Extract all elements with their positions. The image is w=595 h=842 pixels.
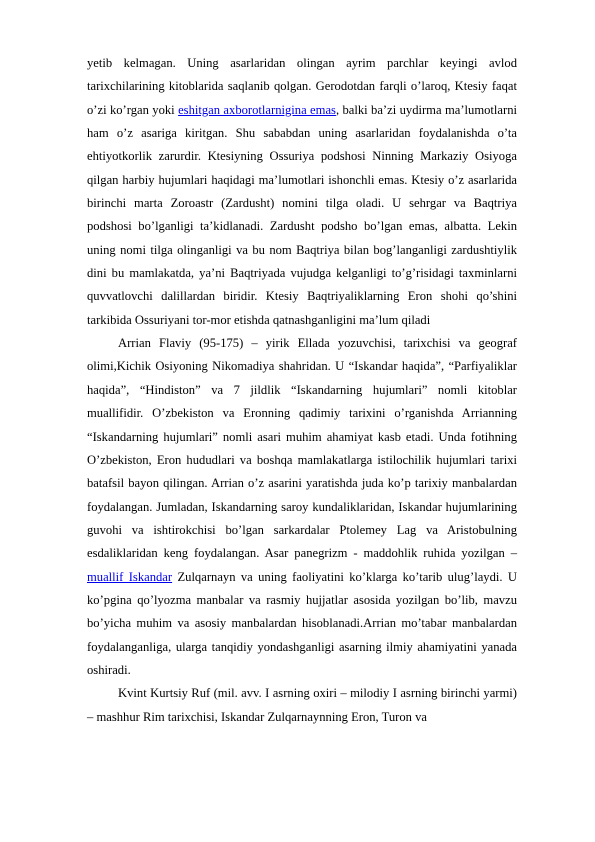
paragraph-text: yetib kelmagan. Uning asarlaridan olingan ayrim parchlar keyingi avlod tarixchilarining kitoblarida saqlanib qolgan. Gerodotdan farqli o’laroq, Ktesiy faqat o’zi ko’rgan yoki (87, 56, 517, 117)
paragraph-text: , balki ba’zi uydirma ma’lumotlarni ham o’z asariga kiritgan. Shu sababdan uning asarlaridan foydalanishda o’ta ehtiyotkorlik zarurdir. Ktesiyning Ossuriya podshosi Ninning Markaziy Osiyoga qilgan harbiy hujumlari haqidagi ma’lumotlari ishonchli emas. Ktesiy o’z asarlarida birinchi marta Zoroastr (Zardusht) nomini tilga oladi. U sehrgar va Baqtriya podshosi bo’lganligi ta’kidlanadi. Zardusht podsho bo’lgan emas, albatta. Lekin uning nomi tilga olinganligi va bu nom Baqtriya bilan bog’langanligi zardushtiylik dini bu mamlakatda, ya’ni Baqtriyada vujudga kelganligi to’g’risidagi taxminlarni quvvatlovchi dalillardan biridir. Ktesiy Baqtriyaliklarning Eron shohi qo’shini tarkibida Ossuriyani tor-mor etishda qatnashganligini ma’lum qiladi (87, 102, 518, 327)
document-page (87, 52, 517, 729)
hyperlink-eshitgan-axborotlarnigina-emas[interactable]: eshitgan axborotlarnigina emas (178, 102, 336, 117)
paragraph-ktesiy (87, 52, 517, 332)
paragraph-arrian (87, 332, 517, 682)
paragraph-text: Kvint Kurtsiy Ruf (mil. avv. I asrning oxiri – milodiy I asrning birinchi yarmi) – mashhur Rim tarixchisi, Iskandar Zulqarnaynning Eron, Turon va (87, 686, 517, 724)
paragraph-kurtsiy (87, 682, 517, 729)
paragraph-text: Zulqarnayn va uning faoliyatini ko’klarga ko’tarib ulug’laydi. U ko’pgina qo’lyozma manbalar va rasmiy hujjatlar asosida yozilgan bo’lib, mavzu bo’yicha muhim va asosiy manbalardan hisoblanadi.Arrian mo’tabar manbalardan foydalanganliga, ularga tanqidiy yondashganligi asarning ilmiy ahamiyatini yanada oshiradi. (87, 569, 517, 677)
paragraph-text: Arrian Flaviy (95-175) – yirik Ellada yozuvchisi, tarixchisi va geograf olimi,Kichik Osiyoning Nikomadiya shahridan. U “Iskandar haqida”, “Parfiyaliklar haqida”, “Hindiston” va 7 jildlik “Iskandarning hujumlari” nomli kitoblar muallifidir. O’zbekiston va Eronning qadimiy tarixini o’rganishda Arrianning “Iskandarning hujumlari” nomli asari muhim ahamiyat kasb etadi. Unda fotihning O’zbekiston, Eron hududlari va boshqa mamlakatlarga istilochilik hujumlari tarixi batafsil bayon qilingan. Arrian o’z asarini yaratishda juda ko’p tarixiy manbalardan foydalangan. Jumladan, Iskandarning saroy kundaliklaridan, Iskandar hujumlarining guvohi va ishtirokchisi bo’lgan sarkardalar Ptolemey Lag va Aristobulning esdaliklaridan keng foydalangan. Asar panegrizm - maddohlik ruhida yozilgan – (87, 336, 517, 561)
hyperlink-muallif-iskandar[interactable]: muallif Iskandar (87, 569, 173, 584)
